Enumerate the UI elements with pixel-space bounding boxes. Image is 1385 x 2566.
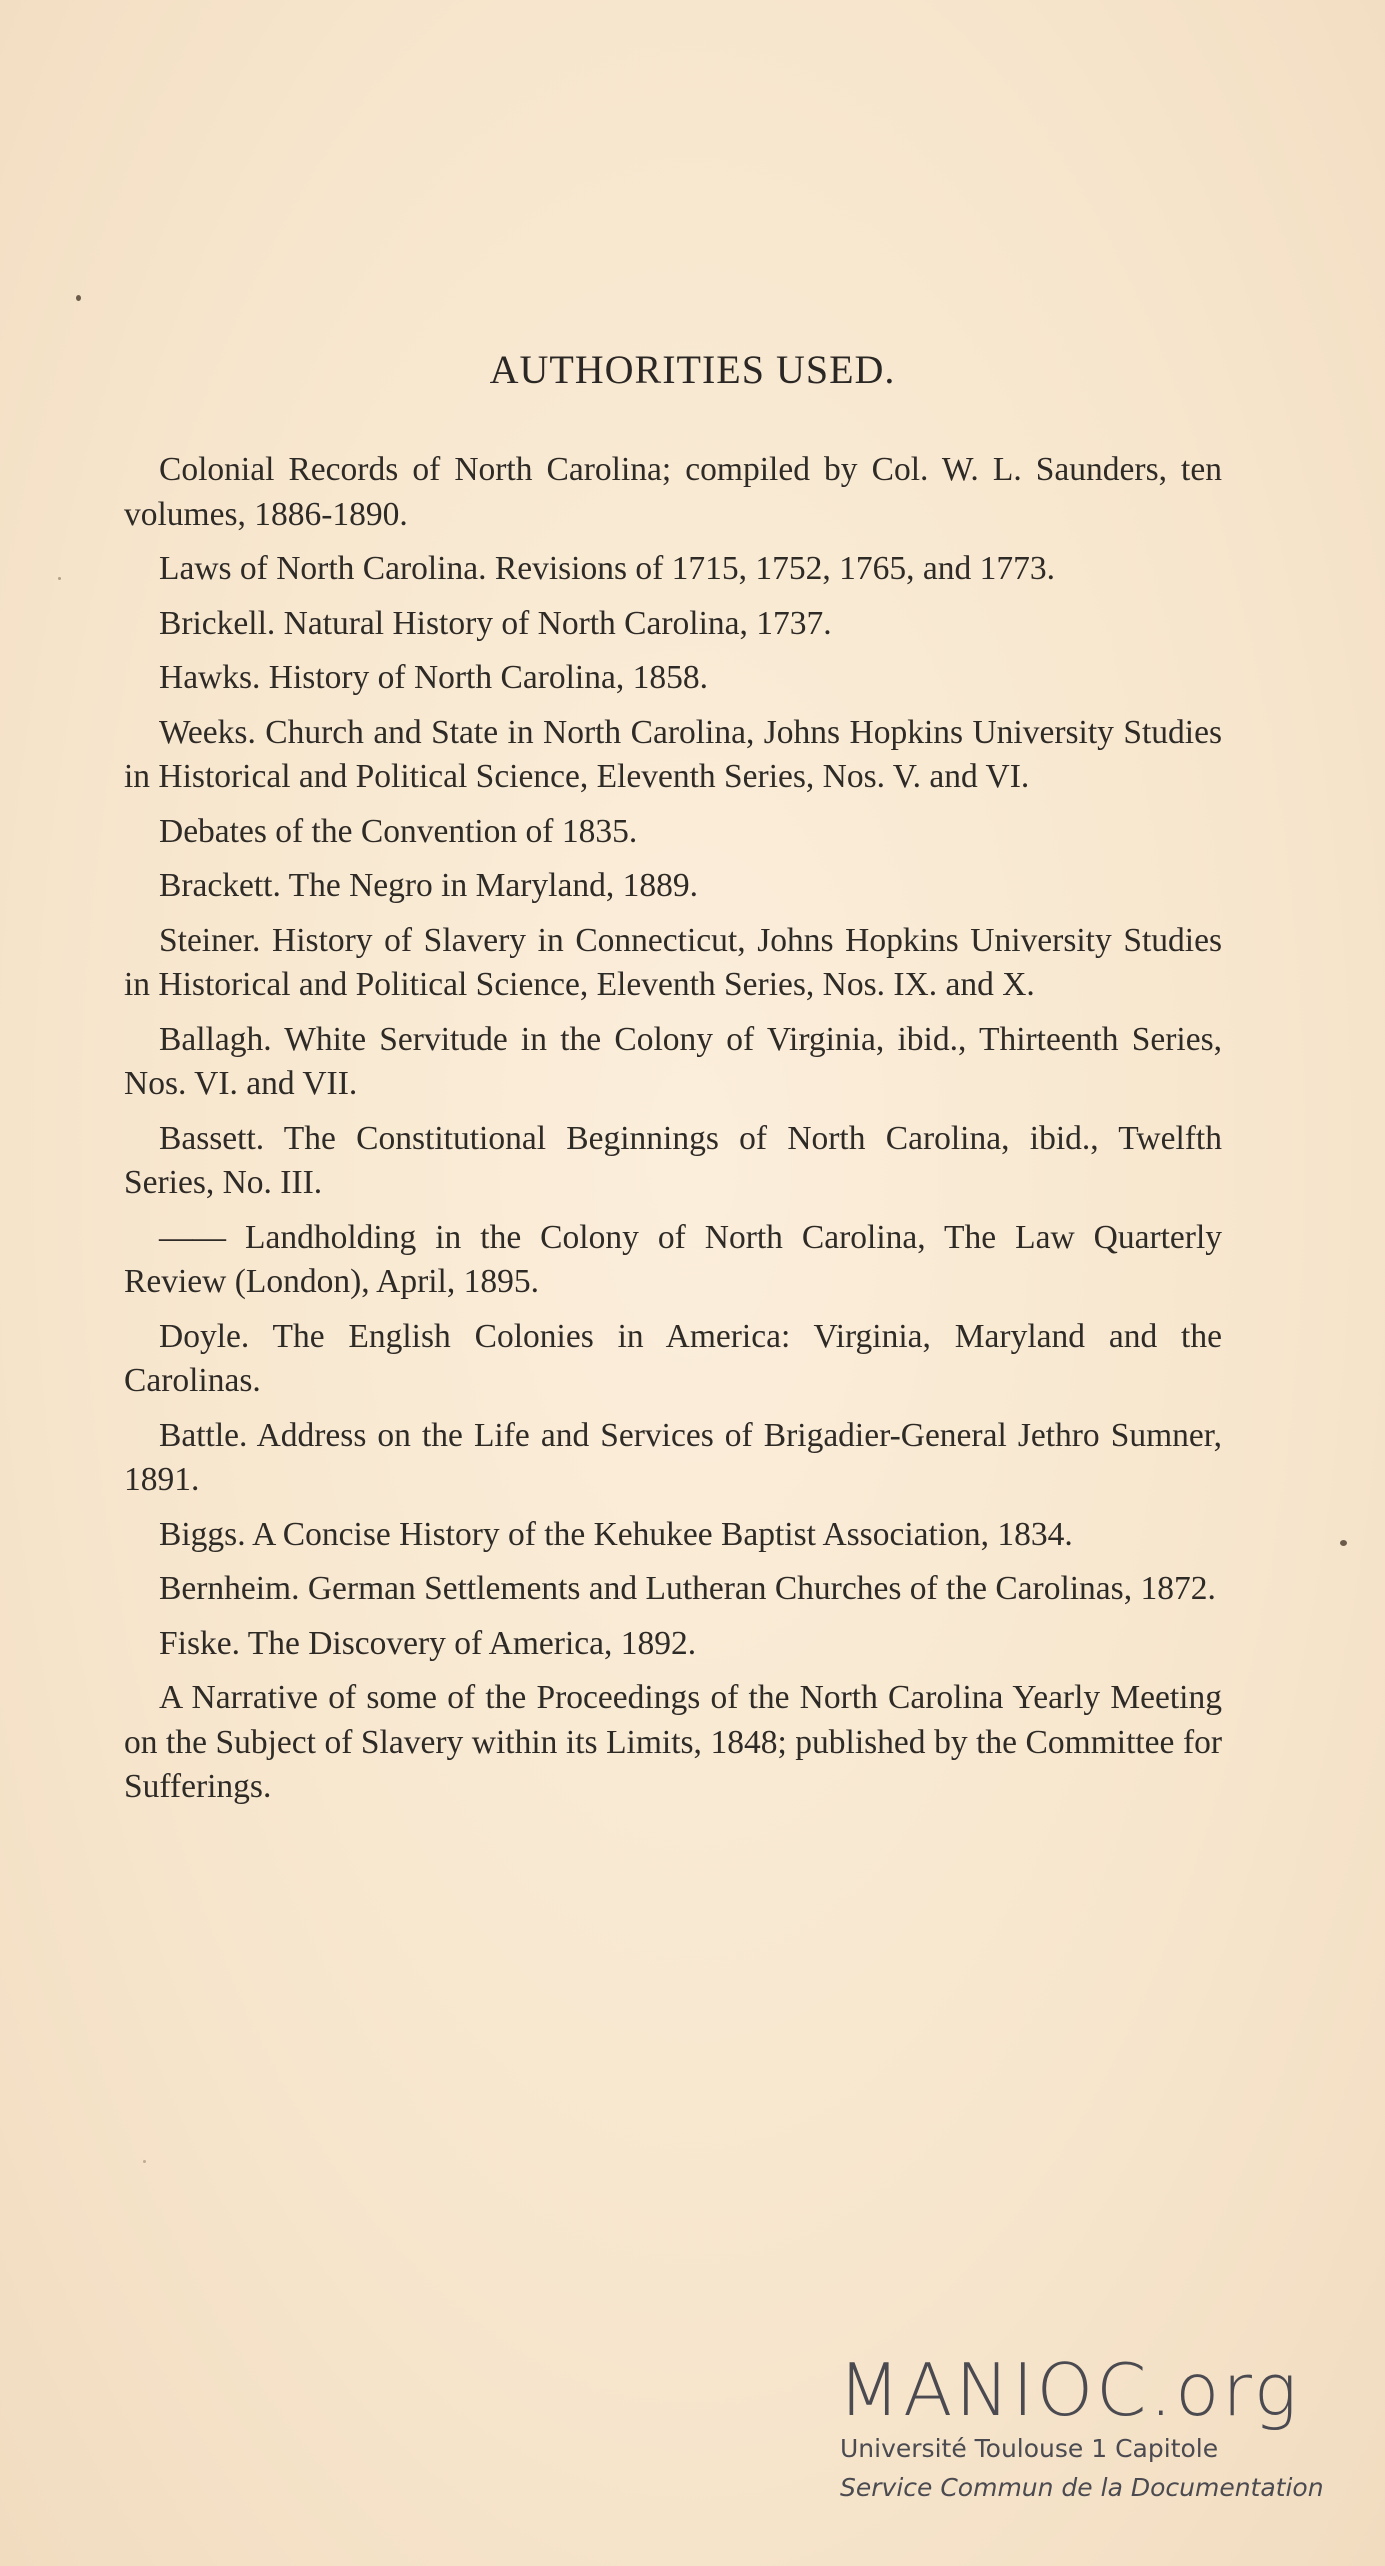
list-item: Steiner. History of Slavery in Connecticut, Johns Hopkins University Studies in Historical and Political Science, Eleventh Series, Nos. IX. and X.: [124, 921, 1222, 1003]
list-item: Bassett. The Constitutional Beginnings of North Carolina, ibid., Twelfth Series, No. III.: [124, 1119, 1222, 1201]
page-title: AUTHORITIES USED.: [489, 347, 896, 392]
list-item: Bernheim. German Settlements and Lutheran Churches of the Carolinas, 1872.: [159, 1570, 1216, 1607]
list-item: Hawks. History of North Carolina, 1858.: [159, 659, 708, 696]
manioc-logo: MANIOC.org: [838, 2348, 1300, 2432]
paper-speck: [1340, 1540, 1347, 1546]
list-item: Doyle. The English Colonies in America: Virginia, Maryland and the Carolinas.: [124, 1317, 1222, 1399]
paper-speck: [76, 295, 81, 301]
list-item: Laws of North Carolina. Revisions of 1715, 1752, 1765, and 1773.: [159, 550, 1056, 587]
list-item: Biggs. A Concise History of the Kehukee Baptist Association, 1834.: [159, 1515, 1073, 1553]
list-item: Colonial Records of North Carolina; compiled by Col. W. L. Saunders, ten volumes, 1886-1890.: [124, 451, 1222, 533]
list-item: A Narrative of some of the Proceedings of the North Carolina Yearly Meeting on the Subject of Slavery within its Limits, 1848; published by the Committee for Sufferings.: [124, 1679, 1222, 1805]
authorities-list: [124, 448, 1222, 1820]
list-item: Battle. Address on the Life and Services of Brigadier-General Jethro Sumner, 1891.: [124, 1416, 1222, 1498]
list-item: Weeks. Church and State in North Carolina, Johns Hopkins University Studies in Historical and Political Science, Eleventh Series, Nos. V. and VI.: [124, 713, 1222, 795]
institution-name: Université Toulouse 1 Capitole: [840, 2434, 1219, 2463]
list-item: Fiske. The Discovery of America, 1892.: [159, 1624, 697, 1662]
paper-speck: [58, 577, 61, 580]
list-item: Ballagh. White Servitude in the Colony of Virginia, ibid., Thirteenth Series, Nos. VI. and VII.: [124, 1020, 1222, 1102]
list-item: Brickell. Natural History of North Carolina, 1737.: [159, 604, 832, 642]
service-name: Service Commun de la Documentation: [840, 2473, 1324, 2502]
list-item: —— Landholding in the Colony of North Carolina, The Law Quarterly Review (London), April, 1895.: [124, 1218, 1222, 1300]
list-item: Debates of the Convention of 1835.: [159, 812, 638, 850]
manioc-watermark: [838, 2350, 1338, 2502]
list-item: Brackett. The Negro in Maryland, 1889.: [159, 867, 698, 904]
paper-speck: [143, 2160, 146, 2163]
